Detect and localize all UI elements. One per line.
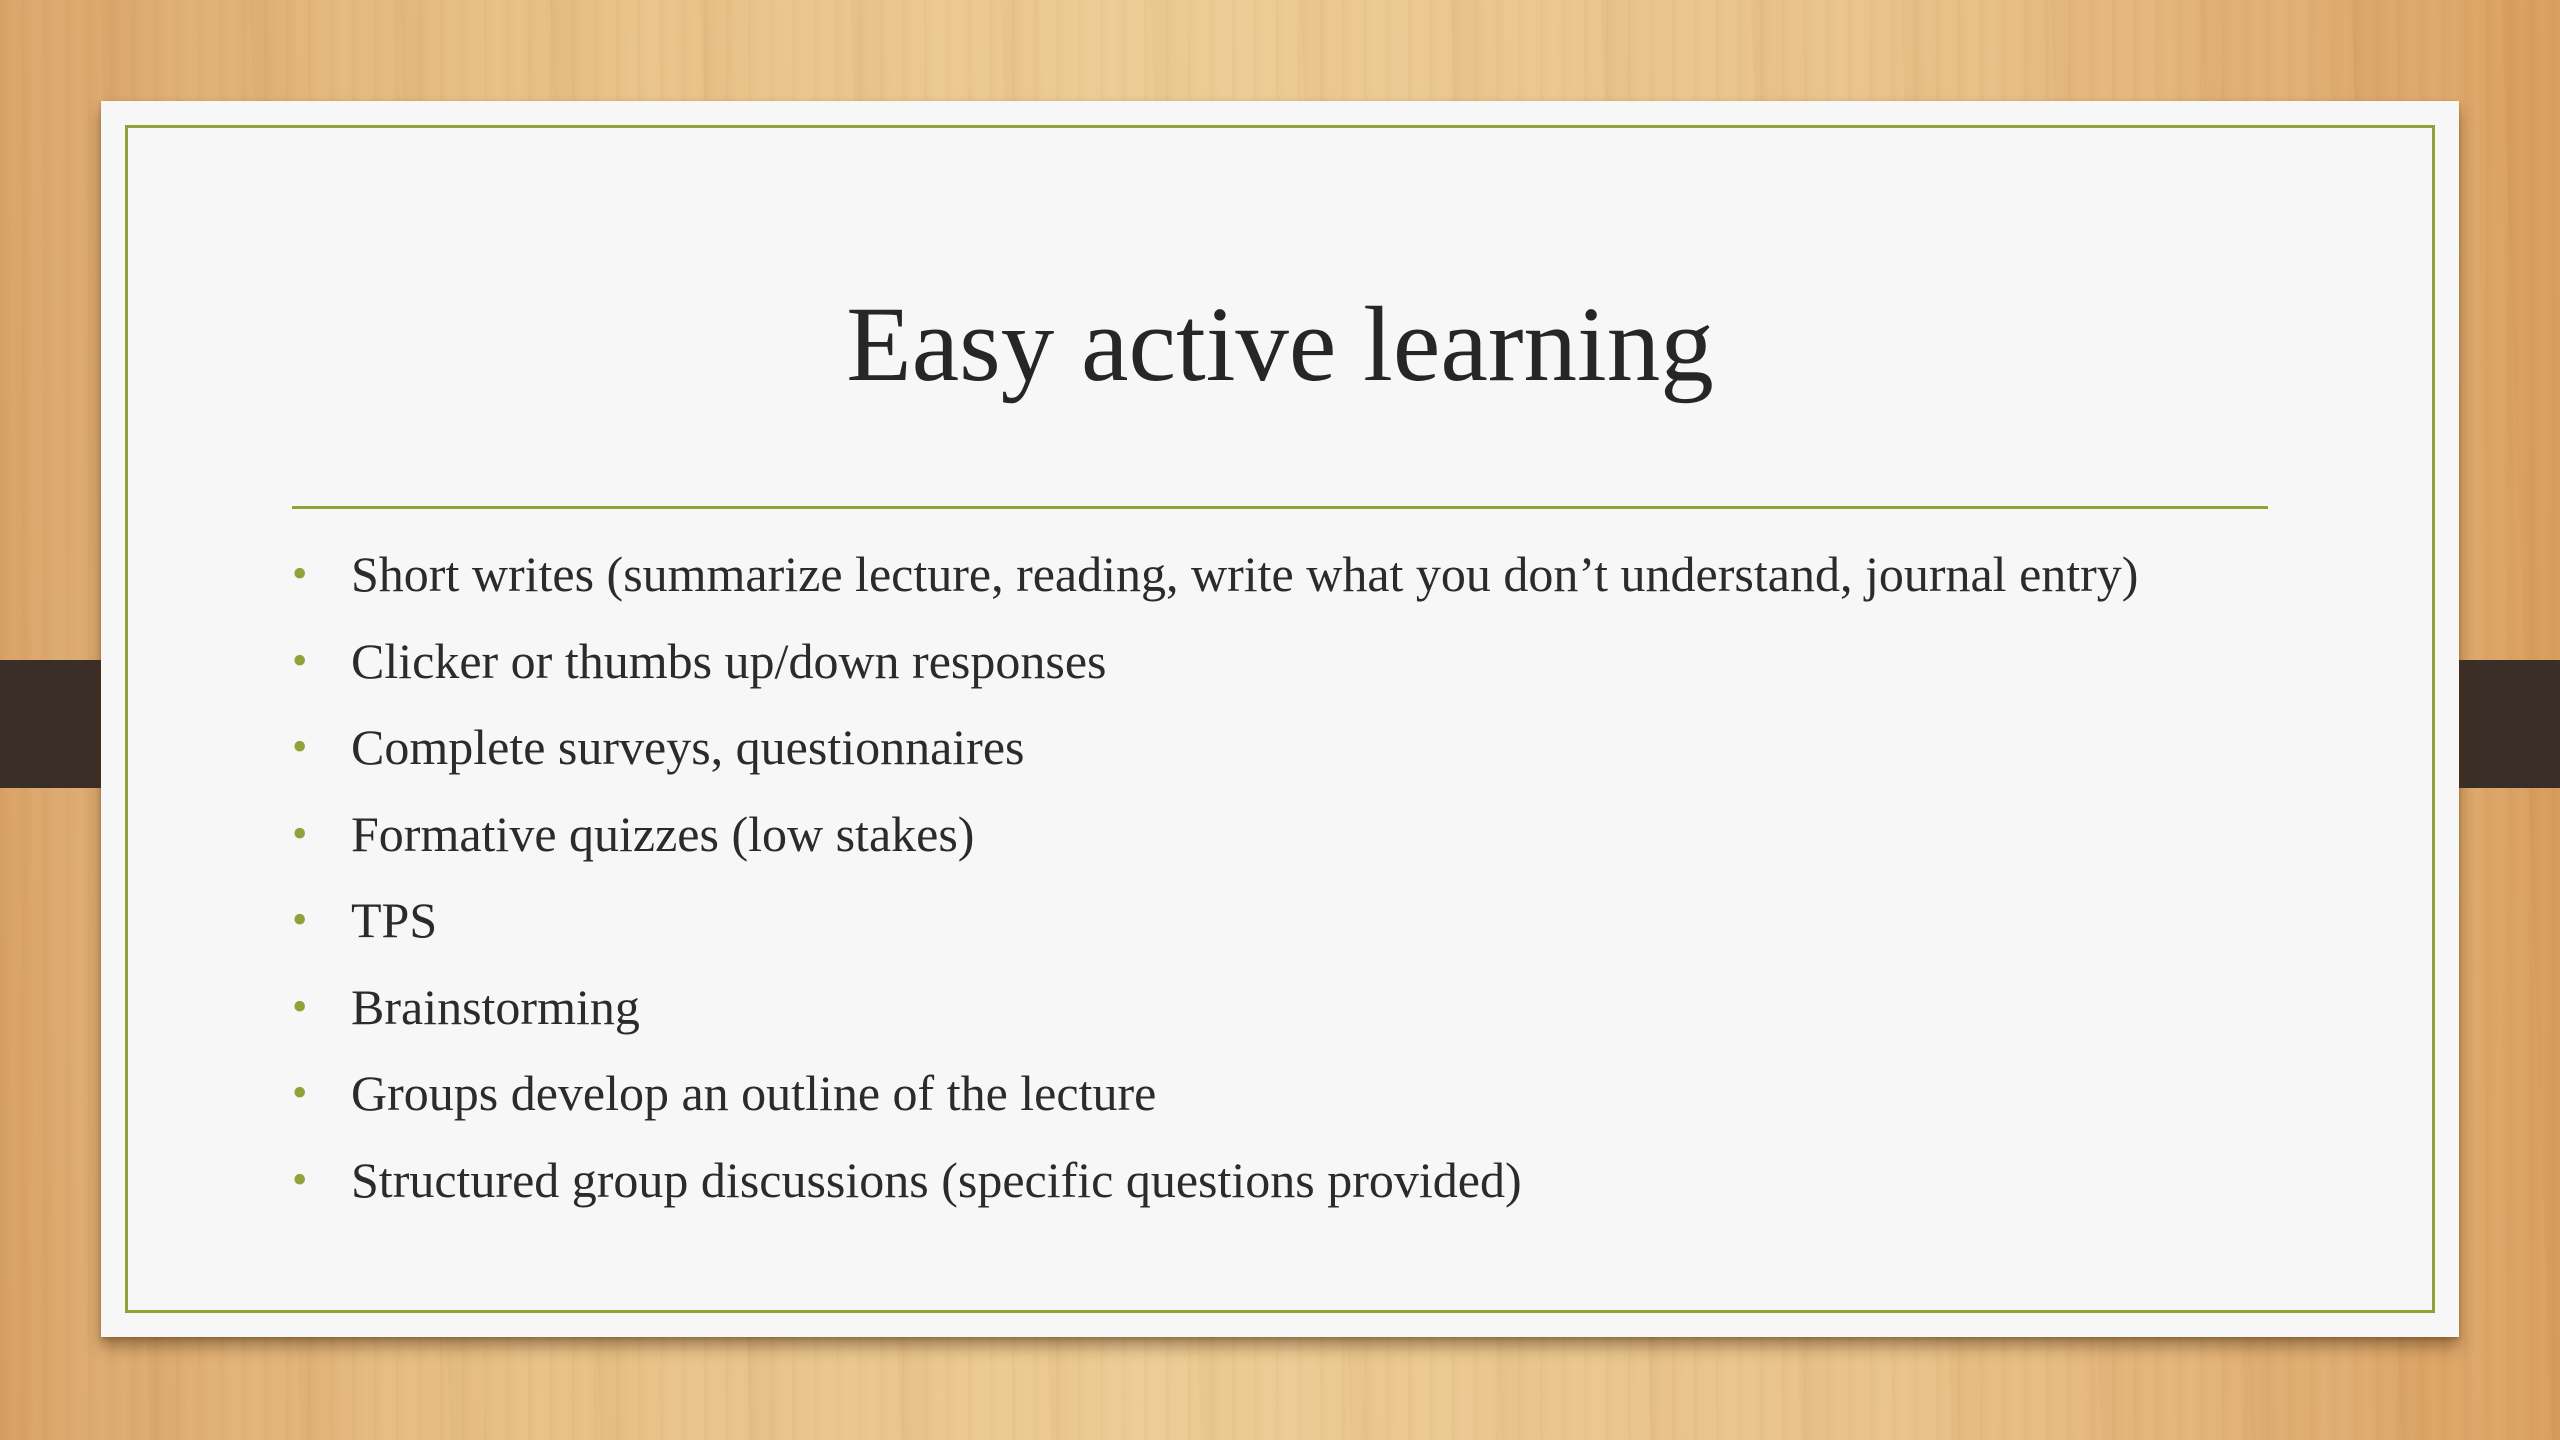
bullet-marker: • [292,895,308,944]
bullet-text: Short writes (summarize lecture, reading, write what you don’t understand, journal entry) [351,546,2139,602]
bullet-text: Formative quizzes (low stakes) [351,805,975,862]
bullet-text: TPS [351,892,438,948]
title-divider [292,506,2268,509]
bullet-marker: • [292,549,308,598]
bullet-text: Groups develop an outline of the lecture [351,1065,1157,1121]
slide-title: Easy active learning [846,286,1714,404]
bullet-text: Complete surveys, questionnaires [351,719,1025,775]
bullet-marker: • [292,635,308,685]
bullet-text: Brainstorming [351,978,640,1035]
bullet-marker: • [292,1068,308,1117]
bullet-marker: • [292,808,308,858]
bullet-text: Structured group discussions (specific questions provided) [351,1151,1522,1208]
bullet-text: Clicker or thumbs up/down responses [351,632,1107,689]
bullet-marker: • [292,722,308,771]
bullet-marker: • [292,981,308,1031]
bullet-marker: • [292,1154,308,1204]
